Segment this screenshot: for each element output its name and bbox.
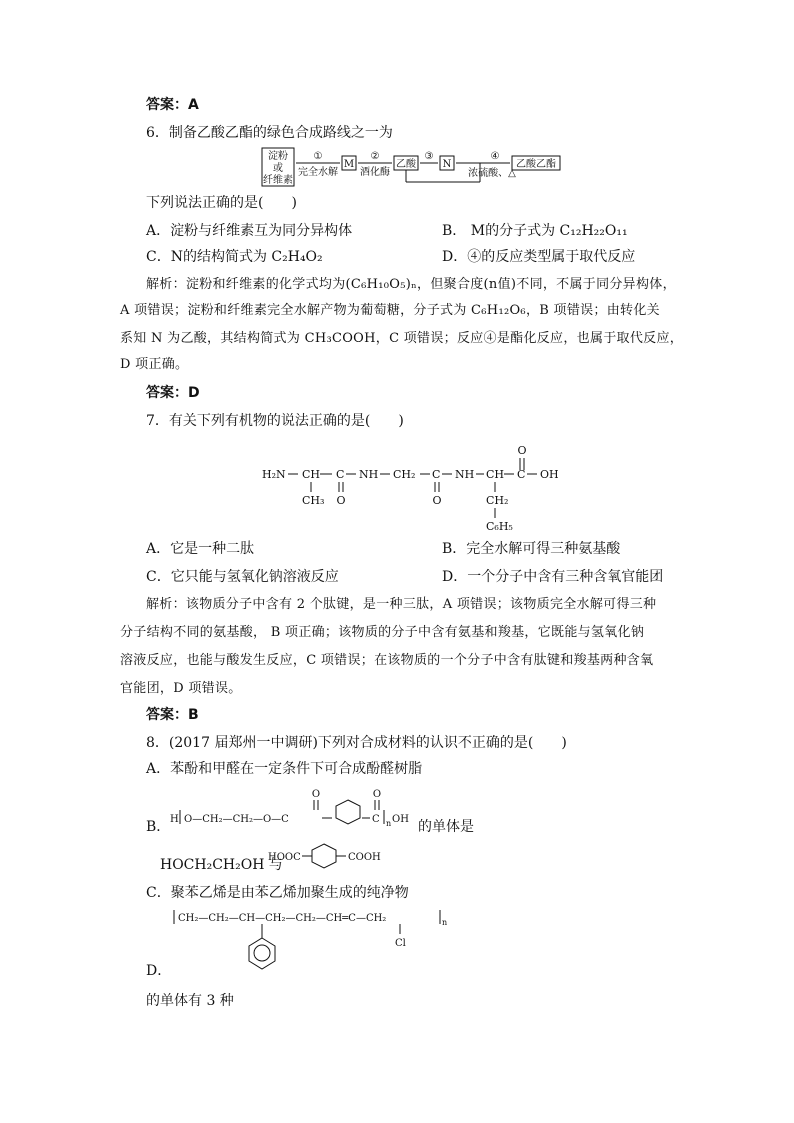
q6-explanation-2: A 项错误；淀粉和纤维素完全水解产物为葡萄糖，分子式为 C₆H₁₂O₆，B 项错误；由转化关 (120, 303, 660, 318)
polyb-o1: O (311, 789, 321, 800)
polyb-left: O—CH₂—CH₂—O—C (184, 814, 289, 825)
q8-option-d-tail: 的单体有 3 种 (146, 993, 234, 1009)
polyb-o2: O (372, 789, 382, 800)
q7-explanation-4: 官能团，D 项错误。 (120, 681, 242, 696)
polyb-right: C (372, 814, 380, 825)
q7-explanation-2: 分子结构不同的氨基酸， B 项正确；该物质的分子中含有氨基和羧基，它既能与氢氧化钠 (120, 625, 645, 640)
q6-option-b: B． M的分子式为 C₁₂H₂₂O₁₁ (442, 223, 628, 239)
q6-option-c: C．N的结构简式为 C₂H₄O₂ (146, 249, 323, 265)
struct-o2: O (432, 494, 442, 507)
route-step1-num: ① (313, 151, 323, 162)
polyd-cl: Cl (395, 938, 406, 949)
struct-main-ch1: CH (302, 468, 321, 481)
polyd-chain: CH₂—CH₂—CH—CH₂—CH₂—CH═C—CH₂ (178, 913, 387, 924)
struct-main-c3: C (517, 468, 526, 481)
route-step2-cond: 酒化酶 (360, 167, 390, 178)
benzene-ring-d (249, 938, 275, 969)
q7-stem: 7．有关下列有机物的说法正确的是( ) (146, 413, 404, 429)
struct-sub-ch2: CH₂ (486, 494, 509, 507)
q6-explanation-4: D 项正确。 (120, 357, 189, 372)
q8-polyester-structure (170, 786, 420, 832)
route-start-2: 或 (273, 163, 283, 174)
q5-answer: 答案：A (146, 97, 199, 113)
struct-main-nh2: NH (455, 468, 475, 481)
struct-main-ch2: CH₂ (393, 468, 416, 481)
benzene-ring-b (336, 800, 360, 824)
q6-explanation-3: 系知 N 为乙酸，其结构简式为 CH₃COOH，C 项错误；反应④是酯化反应，也属于取代反应， (120, 331, 684, 346)
route-m: M (343, 159, 355, 170)
mono-cooh: COOH (348, 852, 381, 863)
route-acid: 乙酸 (396, 159, 416, 170)
q8-terephthalic-acid (268, 840, 408, 874)
struct-main-ch3: CH (486, 468, 505, 481)
route-step4-cond: 浓硫酸、△ (468, 168, 516, 179)
q8-option-d-label: D． (146, 963, 172, 979)
q8-option-b-label: B． (146, 819, 171, 835)
struct-main-h2n: H₂N (262, 468, 286, 481)
route-start-1: 淀粉 (268, 151, 288, 162)
q7-peptide-structure (260, 438, 570, 532)
polyb-oh: OH (392, 814, 409, 825)
route-step4-num: ④ (490, 151, 500, 162)
q6-explanation-1: 解析：淀粉和纤维素的化学式均为(C₆H₁₀O₅)ₙ，但聚合度(n值)不同，不属于同分异构体， (146, 277, 676, 292)
q8-copolymer-structure (172, 906, 452, 980)
q6-route-diagram (260, 146, 570, 188)
struct-main-c1: C (336, 468, 345, 481)
route-step1-cond: 完全水解 (298, 167, 338, 178)
q6-stem: 6．制备乙酸乙酯的绿色合成路线之一为 (146, 125, 393, 141)
q7-option-d: D．一个分子中含有三种含氧官能团 (442, 569, 664, 585)
q8-stem: 8．(2017 届郑州一中调研)下列对合成材料的认识不正确的是( ) (146, 735, 567, 751)
q7-option-a: A．它是一种二肽 (146, 541, 255, 557)
q6-option-d: D．④的反应类型属于取代反应 (442, 249, 636, 265)
struct-o3: O (517, 444, 527, 457)
polyb-h: H (170, 814, 179, 825)
struct-sub-c6h5: C₆H₅ (486, 520, 513, 533)
q7-option-c: C．它只能与氢氧化钠溶液反应 (146, 569, 339, 585)
route-step2-num: ② (370, 151, 380, 162)
q7-option-b: B．完全水解可得三种氨基酸 (442, 541, 621, 557)
polyb-n: n (386, 819, 392, 828)
benzene-ring-mono (312, 844, 336, 868)
q6-answer: 答案：D (146, 385, 200, 401)
q7-answer: 答案：B (146, 707, 199, 723)
struct-main-c2: C (432, 468, 441, 481)
route-product: 乙酸乙酯 (516, 159, 556, 170)
struct-sub-ch3: CH₃ (302, 494, 325, 507)
route-step3-num: ③ (424, 151, 434, 162)
q6-option-a: A．淀粉与纤维素互为同分异构体 (146, 223, 353, 239)
q8-monomer-1: HOCH₂CH₂OH 与 (160, 857, 283, 873)
struct-main-nh1: NH (359, 468, 379, 481)
q6-prompt: 下列说法正确的是( ) (146, 195, 297, 211)
polyd-n: n (442, 918, 448, 927)
q7-explanation-1: 解析：该物质分子中含有 2 个肽键，是一种三肽，A 项错误；该物质完全水解可得三种 (146, 597, 657, 612)
q8-option-a: A．苯酚和甲醛在一定条件下可合成酚醛树脂 (146, 761, 423, 777)
struct-o1: O (336, 494, 346, 507)
q7-explanation-3: 溶液反应，也能与酸发生反应，C 项错误；在该物质的一个分子中含有肽键和羧基两种含氧 (120, 653, 654, 668)
mono-hooc: HOOC (268, 852, 301, 863)
route-start-3: 纤维素 (263, 175, 293, 186)
route-n: N (442, 159, 452, 170)
struct-main-oh: OH (540, 468, 559, 481)
q8-option-b-tail: 的单体是 (418, 819, 474, 835)
q8-option-c: C．聚苯乙烯是由苯乙烯加聚生成的纯净物 (146, 885, 409, 901)
